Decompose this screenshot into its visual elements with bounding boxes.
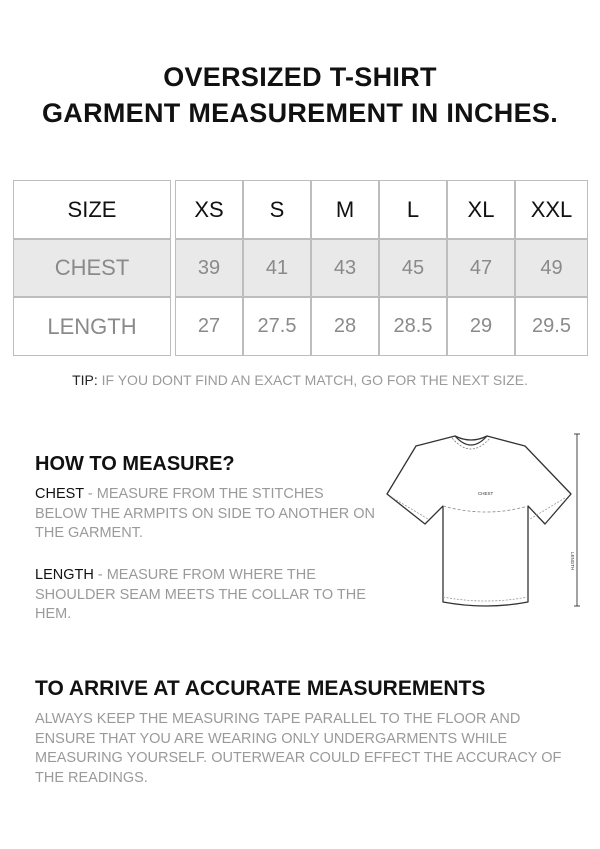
size-xs-header: XS [175,180,243,239]
size-header-label: SIZE [13,180,171,239]
length-instruction [35,566,375,625]
chest-xl-value: 47 [447,239,515,297]
chest-m-value: 43 [311,239,379,297]
diagram-chest-label: CHEST [478,491,494,496]
length-xs-value: 27 [175,297,243,356]
size-l-header: L [379,180,447,239]
length-xxl-value: 29.5 [515,297,588,356]
chest-xxl-value: 49 [515,239,588,297]
chest-s-value: 41 [243,239,311,297]
accurate-measurements-text: ALWAYS KEEP THE MEASURING TAPE PARALLEL TO THE FLOOR AND ENSURE THAT YOU ARE WEARING ONLY UNDERGARMENTS WHILE MEASURING YOURSELF. OUTERWEAR COULD EFFECT THE ACCURACY OF THE READINGS. [35,711,562,786]
size-m-header: M [311,180,379,239]
size-xl-header: XL [447,180,515,239]
length-xl-value: 29 [447,297,515,356]
tshirt-diagram [383,424,588,614]
chest-instruction [35,485,375,544]
chest-key: CHEST [35,486,84,502]
page-title-line-1: OVERSIZED T-SHIRT [163,62,437,92]
accurate-measurements-heading: TO ARRIVE AT ACCURATE MEASUREMENTS [35,677,486,700]
length-row-label: LENGTH [13,297,171,356]
size-tip [0,372,600,388]
length-instruction-text: - MEASURE FROM WHERE THE SHOULDER SEAM MEETS THE COLLAR TO THE HEM. [35,567,366,622]
tip-label: TIP: [72,372,98,388]
chest-row-label: CHEST [13,239,171,297]
chest-instruction-text: - MEASURE FROM THE STITCHES BELOW THE ARMPITS ON SIDE TO ANOTHER ON THE GARMENT. [35,486,376,541]
size-xxl-header: XXL [515,180,588,239]
size-s-header: S [243,180,311,239]
length-l-value: 28.5 [379,297,447,356]
length-s-value: 27.5 [243,297,311,356]
how-to-measure-heading: HOW TO MEASURE? [35,453,235,475]
diagram-length-label: LENGTH [570,552,575,571]
chest-l-value: 45 [379,239,447,297]
tshirt-outline-icon [383,424,588,614]
page-title-line-2: GARMENT MEASUREMENT IN INCHES. [41,98,558,128]
tip-text: IF YOU DONT FIND AN EXACT MATCH, GO FOR THE NEXT SIZE. [97,372,528,388]
chest-xs-value: 39 [175,239,243,297]
size-table [13,180,588,356]
length-key: LENGTH [35,567,94,583]
length-m-value: 28 [311,297,379,356]
